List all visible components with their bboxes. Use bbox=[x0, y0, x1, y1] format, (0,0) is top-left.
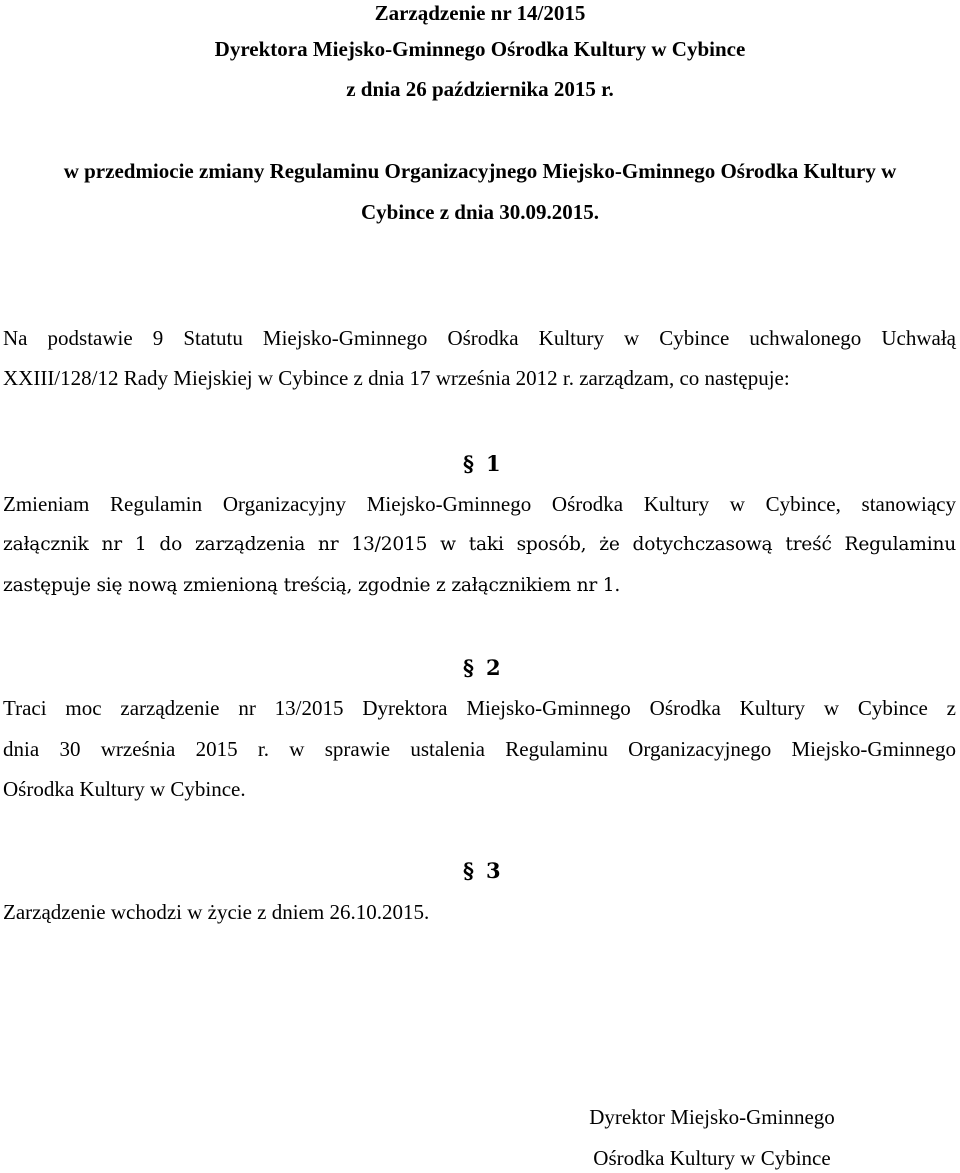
section-1-heading bbox=[463, 451, 501, 477]
section-number: 3 bbox=[485, 858, 501, 883]
preamble-line-2: XXIII/128/12 Rady Miejskiej w Cybince z dnia 17 września 2012 r. zarządzam, co następuje: bbox=[3, 366, 790, 390]
section-1-line-3: zastępuje się nową zmienioną treścią, zgodnie z załącznikiem nr 1. bbox=[3, 575, 621, 596]
document-title: Zarządzenie nr 14/2015 bbox=[374, 1, 586, 25]
section-1-line-2: załącznik nr 1 do zarządzenia nr 13/2015 w taki sposób, że dotychczasową treść Regulaminu bbox=[3, 534, 956, 555]
section-2-line-3: Ośrodka Kultury w Cybince. bbox=[3, 777, 246, 801]
section-symbol: § bbox=[463, 655, 474, 680]
issue-date-line: z dnia 26 października 2015 r. bbox=[346, 77, 614, 101]
section-2-line-1: Traci moc zarządzenie nr 13/2015 Dyrektora Miejsko-Gminnego Ośrodka Kultury w Cybince z bbox=[3, 696, 956, 720]
section-symbol: § bbox=[463, 451, 474, 476]
section-number: 1 bbox=[485, 451, 501, 476]
section-number: 2 bbox=[485, 655, 501, 680]
issuer-line: Dyrektora Miejsko-Gminnego Ośrodka Kultury w Cybince bbox=[214, 37, 746, 61]
subject-line-1: w przedmiocie zmiany Regulaminu Organizacyjnego Miejsko-Gminnego Ośrodka Kultury w bbox=[63, 159, 897, 183]
section-3-heading bbox=[463, 858, 501, 884]
section-2-line-2: dnia 30 września 2015 r. w sprawie ustalenia Regulaminu Organizacyjnego Miejsko-Gminnego bbox=[3, 737, 956, 761]
section-symbol: § bbox=[463, 858, 474, 883]
section-1-line-1: Zmieniam Regulamin Organizacyjny Miejsko-Gminnego Ośrodka Kultury w Cybince, stanowiący bbox=[3, 492, 956, 516]
preamble-line-1: Na podstawie 9 Statutu Miejsko-Gminnego Ośrodka Kultury w Cybince uchwalonego Uchwałą bbox=[3, 326, 956, 350]
signature-line-2: Ośrodka Kultury w Cybince bbox=[593, 1146, 831, 1170]
subject-line-2: Cybince z dnia 30.09.2015. bbox=[360, 200, 599, 224]
section-3-line-1: Zarządzenie wchodzi w życie z dniem 26.10.2015. bbox=[3, 900, 430, 924]
signature-line-1: Dyrektor Miejsko-Gminnego bbox=[589, 1105, 835, 1129]
section-2-heading bbox=[463, 655, 501, 681]
